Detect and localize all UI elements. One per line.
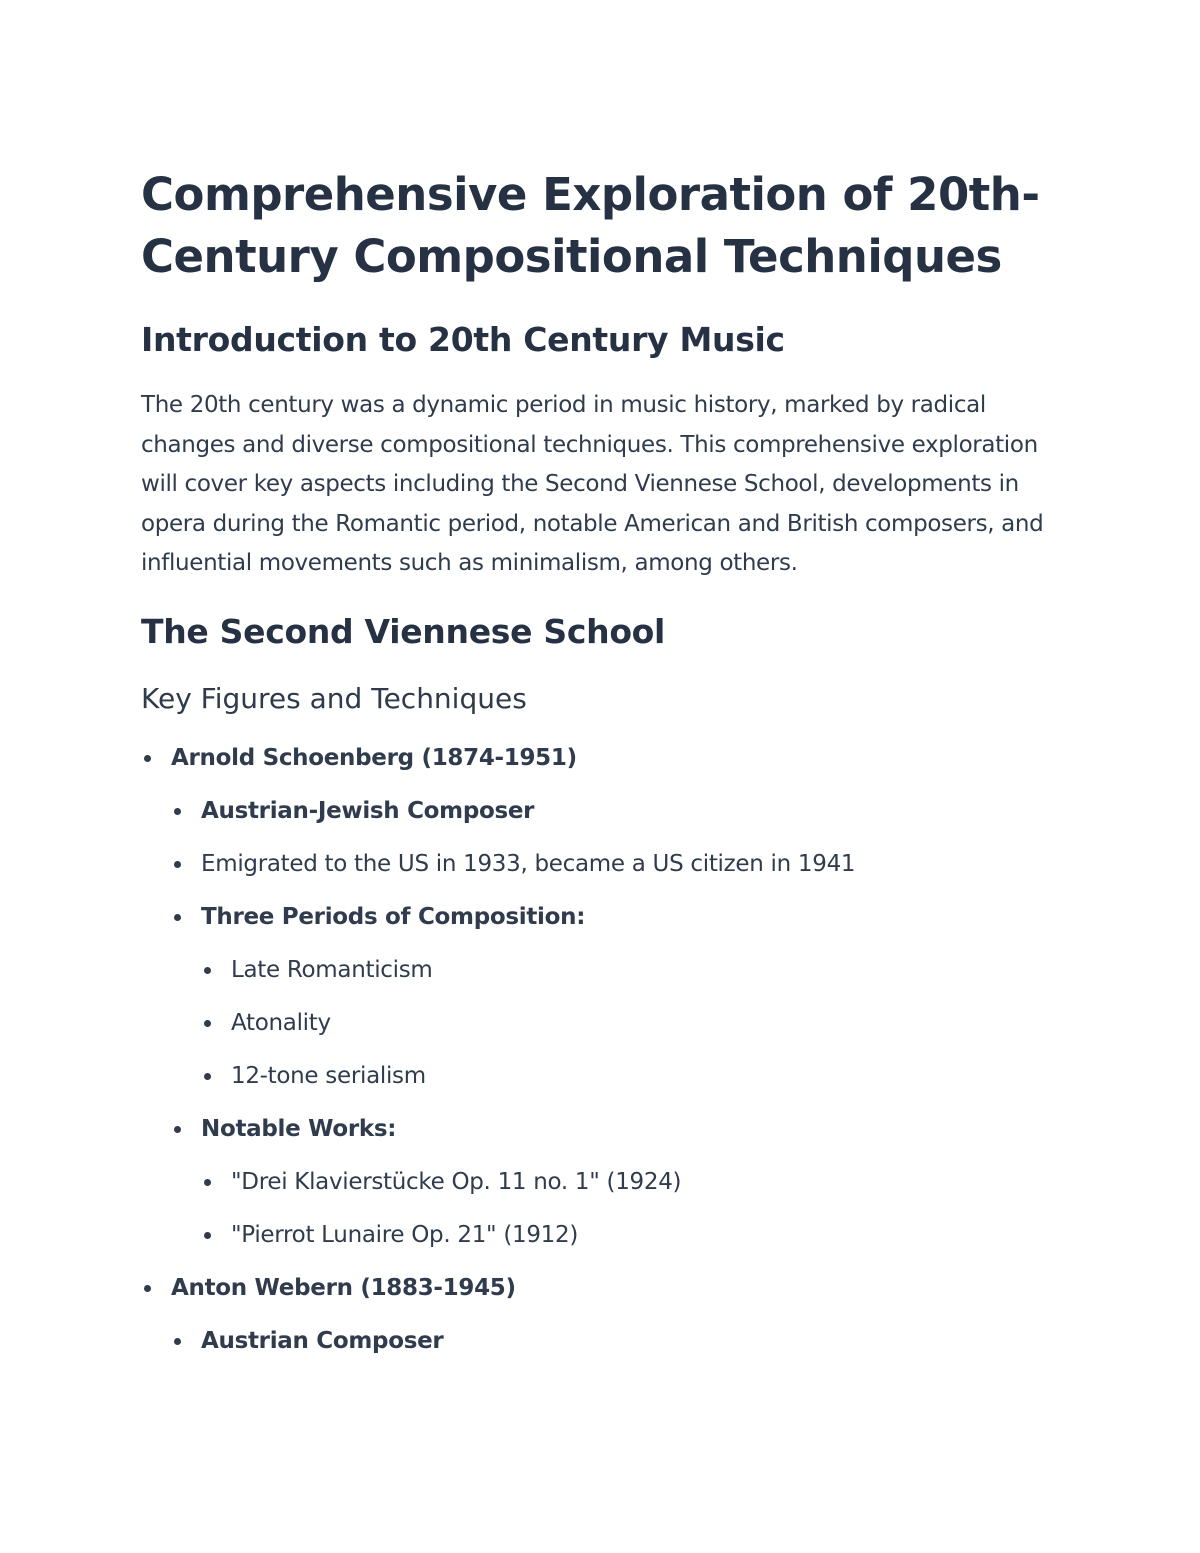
bullet-icon <box>204 967 211 974</box>
period-text: Late Romanticism <box>231 956 433 983</box>
works-list <box>231 1165 1061 1252</box>
list-item <box>231 1218 1061 1252</box>
intro-heading: Introduction to 20th Century Music <box>141 320 785 359</box>
bullet-icon <box>174 861 181 868</box>
bullet-icon <box>204 1232 211 1239</box>
emigration-text: Emigrated to the US in 1933, became a US citizen in 1941 <box>201 850 856 877</box>
period-text: 12-tone serialism <box>231 1062 426 1089</box>
work-text: "Pierrot Lunaire Op. 21" (1912) <box>231 1221 579 1248</box>
document-page <box>141 164 1061 1377</box>
bullet-icon <box>204 1179 211 1186</box>
composer-name: Arnold Schoenberg (1874-1951) <box>171 744 577 771</box>
composer-nationality: Austrian Composer <box>201 1327 444 1354</box>
periods-label: Three Periods of Composition: <box>201 903 586 930</box>
list-item-schoenberg <box>141 741 1061 1252</box>
bullet-icon <box>174 1126 181 1133</box>
bullet-icon <box>174 1338 181 1345</box>
bullet-icon <box>144 1285 151 1292</box>
bullet-icon <box>174 808 181 815</box>
second-viennese-school-heading: The Second Viennese School <box>141 611 666 651</box>
composer-nationality: Austrian-Jewish Composer <box>201 797 535 824</box>
list-item <box>201 1112 1061 1252</box>
schoenberg-details <box>201 794 1061 1252</box>
list-item <box>201 847 1061 881</box>
bullet-icon <box>204 1020 211 1027</box>
period-text: Atonality <box>231 1009 331 1036</box>
list-item <box>231 953 1061 987</box>
bullet-icon <box>144 755 151 762</box>
key-figures-subheading: Key Figures and Techniques <box>141 681 527 715</box>
composer-list <box>141 741 1061 1358</box>
list-item-webern <box>141 1271 1061 1358</box>
document-title: Comprehensive Exploration of 20th-Century Compositional Techniques <box>141 168 1040 283</box>
list-item <box>201 1324 1061 1358</box>
webern-details <box>201 1324 1061 1358</box>
list-item <box>231 1059 1061 1093</box>
bullet-icon <box>174 914 181 921</box>
works-label: Notable Works: <box>201 1115 397 1142</box>
work-text: "Drei Klavierstücke Op. 11 no. 1" (1924) <box>231 1168 682 1195</box>
list-item <box>201 900 1061 1093</box>
list-item <box>201 794 1061 828</box>
bullet-icon <box>204 1073 211 1080</box>
list-item <box>231 1006 1061 1040</box>
composer-name: Anton Webern (1883-1945) <box>171 1274 516 1301</box>
intro-paragraph: The 20th century was a dynamic period in music history, marked by radical changes and diverse compositional techniques. This comprehensive exploration will cover key aspects including the Second Viennese School, developments in opera during the Romantic period, notable American and British composers, and influential movements such as minimalism, among others. <box>141 392 1044 577</box>
list-item <box>231 1165 1061 1199</box>
periods-list <box>231 953 1061 1093</box>
